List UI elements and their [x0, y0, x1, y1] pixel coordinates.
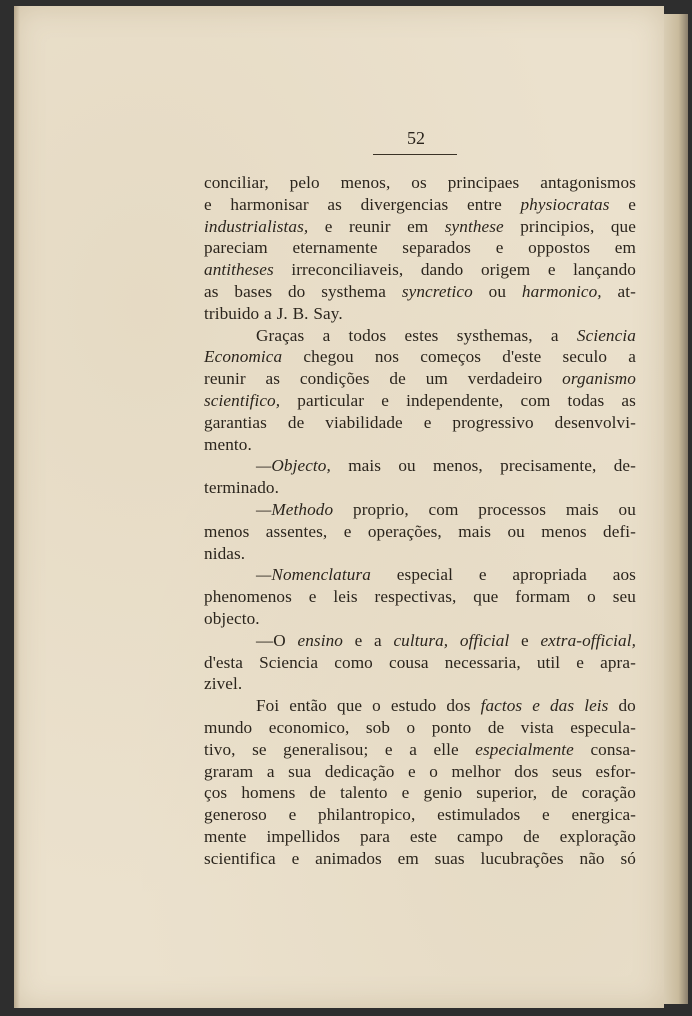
word: que	[610, 216, 636, 236]
word: dando	[420, 260, 464, 280]
word: a	[322, 325, 331, 345]
word: pelo	[289, 173, 320, 192]
word: especula-	[570, 717, 636, 737]
word: e	[521, 630, 529, 650]
word: eternamente	[292, 238, 378, 258]
text-line	[204, 564, 636, 586]
word: com	[520, 390, 551, 410]
word: Say.	[313, 303, 343, 323]
word: Graças	[256, 325, 305, 345]
word: em	[614, 238, 636, 258]
word: e	[495, 238, 504, 258]
word: extra-official,	[540, 630, 636, 650]
word: —O	[256, 630, 286, 650]
word: elle	[433, 739, 459, 759]
word: Sciencia	[259, 652, 319, 672]
word: especial	[396, 565, 453, 585]
word: dedicação	[324, 761, 395, 781]
word: scientifico,	[204, 390, 281, 410]
word: graram	[204, 761, 254, 781]
word: ços	[204, 783, 228, 803]
word: energica-	[571, 805, 636, 825]
word: generoso	[204, 805, 267, 825]
word: e	[288, 805, 297, 825]
word: tribuido	[204, 303, 260, 323]
word: e	[343, 521, 352, 541]
word: e	[547, 260, 556, 280]
word: ou	[507, 521, 525, 541]
text-line	[204, 543, 636, 565]
word: pareciam	[204, 238, 268, 258]
word: de	[523, 826, 540, 846]
text-line	[204, 434, 636, 456]
word: mundo	[204, 717, 253, 737]
word: e	[478, 565, 487, 585]
word: as	[327, 194, 342, 214]
word: verdadeiro	[467, 369, 543, 389]
word: talento	[340, 783, 388, 803]
word: official	[459, 630, 510, 650]
word: irreconciliaveis,	[291, 260, 404, 280]
text-line	[204, 586, 636, 608]
word: respectivas,	[374, 587, 457, 607]
word: operações,	[367, 521, 442, 541]
text-line	[204, 652, 636, 674]
word: scientifica	[204, 848, 276, 868]
word: lucubrações	[480, 848, 564, 868]
word: e	[204, 194, 212, 214]
word: leis	[584, 696, 609, 716]
word: as	[265, 369, 281, 389]
text-line	[204, 325, 636, 347]
text-line	[204, 259, 636, 281]
word: antitheses	[204, 260, 274, 280]
word: principios,	[520, 216, 595, 236]
word: estudo	[390, 696, 437, 716]
word: genio	[423, 783, 463, 803]
text-line	[204, 761, 636, 783]
word: exploração	[559, 826, 636, 846]
word: phenomenos	[204, 587, 292, 607]
word: particular	[297, 390, 365, 410]
word: principaes	[447, 173, 520, 192]
word: todas	[567, 390, 605, 410]
text-line	[204, 826, 636, 848]
word: coração	[581, 783, 636, 803]
page-number: 52	[407, 128, 425, 148]
text-line	[204, 848, 636, 870]
text-line	[204, 281, 636, 303]
word: mais	[458, 521, 492, 541]
word: J.	[276, 303, 288, 323]
text-line	[204, 499, 636, 521]
word: a	[264, 303, 272, 323]
word: progressivo	[452, 412, 534, 432]
word: o	[429, 761, 438, 781]
word: os	[411, 173, 427, 192]
word: impellidos	[266, 826, 341, 846]
word: —Methodo	[256, 499, 334, 519]
word: melhor	[451, 761, 501, 781]
text-line	[204, 455, 636, 477]
word: at-	[617, 281, 636, 301]
word: não	[579, 848, 605, 868]
word: superior,	[476, 783, 538, 803]
word: objecto.	[204, 608, 260, 628]
word: terminado.	[204, 478, 279, 498]
word: a	[409, 739, 417, 759]
word: cousa	[388, 652, 429, 672]
text-line	[204, 390, 636, 412]
text-line	[204, 630, 636, 652]
word: a	[374, 630, 382, 650]
word: necessaria,	[444, 652, 521, 672]
word: as	[621, 390, 636, 410]
word: se	[252, 739, 267, 759]
word: ensino	[297, 630, 343, 650]
word: industrialistas,	[204, 216, 309, 236]
word: do	[618, 696, 636, 716]
word: conciliar,	[204, 173, 269, 192]
word: zivel.	[204, 674, 243, 694]
word: que	[473, 587, 499, 607]
word: divergencias	[360, 194, 449, 214]
word: homens	[241, 783, 296, 803]
page-gutter	[14, 6, 20, 1008]
word: a	[266, 761, 275, 781]
word: especialmente	[475, 739, 574, 759]
word: para	[359, 826, 390, 846]
word: sua	[288, 761, 312, 781]
word: seu	[612, 587, 636, 607]
word: seculo	[562, 347, 608, 367]
word: condições	[299, 369, 370, 389]
word: e	[291, 848, 300, 868]
word: um	[425, 369, 448, 389]
word: a	[550, 325, 559, 345]
word: aos	[612, 565, 636, 585]
text-line	[204, 172, 636, 194]
text-line	[204, 782, 636, 804]
word: ou	[488, 281, 507, 301]
word: do	[287, 281, 306, 301]
word: só	[620, 848, 636, 868]
word: dos	[446, 696, 471, 716]
text-line	[204, 303, 636, 325]
word: de-	[613, 456, 636, 476]
word: apra-	[600, 652, 636, 672]
word: bases	[234, 281, 273, 301]
word: seus	[552, 761, 583, 781]
word: e	[324, 216, 333, 236]
text-line	[204, 608, 636, 630]
word: e	[407, 761, 416, 781]
word: e	[542, 805, 550, 825]
word: com	[428, 499, 459, 519]
text-line	[204, 412, 636, 434]
word: d'esta	[204, 652, 244, 672]
word: processos	[478, 499, 547, 519]
word: mais	[348, 456, 382, 476]
text-line	[204, 216, 636, 238]
word: de	[287, 412, 305, 432]
word: organismo	[562, 369, 636, 389]
text-line	[204, 194, 636, 216]
word: garantias	[204, 412, 267, 432]
text-line	[204, 237, 636, 259]
word: precisamente,	[500, 456, 597, 476]
word: e	[384, 739, 393, 759]
word: dos	[514, 761, 539, 781]
word: campo	[456, 826, 504, 846]
word: physiocratas	[520, 194, 610, 214]
word: —Objecto,	[256, 456, 331, 476]
word: estes	[404, 325, 439, 345]
word: philantropico,	[318, 805, 416, 825]
word: mente	[204, 826, 247, 846]
word: Economica	[204, 347, 283, 367]
word: ponto	[431, 717, 472, 737]
word: synthese	[444, 216, 504, 236]
word: systhema	[321, 281, 386, 301]
word: cultura,	[393, 630, 449, 650]
word: animados	[315, 848, 382, 868]
word: proprio,	[353, 499, 409, 519]
word: lançando	[573, 260, 636, 280]
word: nos	[374, 347, 400, 367]
word: leis	[333, 587, 358, 607]
word: e	[423, 412, 432, 432]
word: chegou	[303, 347, 354, 367]
word: e	[354, 630, 363, 650]
word: antagonismos	[540, 173, 636, 192]
word: reunir	[204, 369, 246, 389]
word: de	[309, 783, 326, 803]
text-line	[204, 368, 636, 390]
word: d'este	[502, 347, 542, 367]
word: esfor-	[595, 761, 636, 781]
word: oppostos	[528, 238, 591, 258]
word: nidas.	[204, 543, 246, 563]
word: estimulados	[437, 805, 521, 825]
word: as	[204, 281, 219, 301]
text-line	[204, 804, 636, 826]
word: então	[289, 696, 327, 716]
word: o	[406, 717, 416, 737]
word: factos	[480, 696, 523, 716]
word: começos	[420, 347, 482, 367]
word: economico,	[268, 717, 350, 737]
word: em	[407, 216, 429, 236]
word: vista	[520, 717, 554, 737]
word: e	[576, 652, 585, 672]
word: defi-	[603, 521, 636, 541]
word: menos,	[340, 173, 391, 192]
word: e	[381, 390, 389, 410]
word: —Nomenclatura	[256, 565, 371, 585]
word: o	[372, 696, 381, 716]
page-stack-edge	[664, 14, 688, 1004]
word: que	[337, 696, 363, 716]
text-line	[204, 695, 636, 717]
word: util	[536, 652, 561, 672]
word: este	[409, 826, 437, 846]
word: e	[532, 696, 540, 716]
word: e	[628, 194, 636, 214]
word: syncretico	[401, 281, 473, 301]
word: separados	[402, 238, 471, 258]
word: e	[401, 783, 410, 803]
word: Foi	[256, 696, 280, 716]
word: de	[389, 369, 406, 389]
word: Sciencia	[576, 325, 636, 345]
word: desenvolvi-	[554, 412, 636, 432]
word: consa-	[590, 739, 636, 759]
text-line	[204, 521, 636, 543]
word: ou	[618, 499, 636, 519]
text-line	[204, 739, 636, 761]
word: harmonisar	[230, 194, 309, 214]
text-line	[204, 717, 636, 739]
word: apropriada	[512, 565, 587, 585]
word: e	[308, 587, 317, 607]
text-line	[204, 346, 636, 368]
text-line	[204, 673, 636, 695]
word: tivo,	[204, 739, 236, 759]
body-text	[204, 172, 636, 870]
word: menos	[204, 521, 250, 541]
word: viabilidade	[325, 412, 403, 432]
word: o	[587, 587, 596, 607]
word: entre	[466, 194, 502, 214]
text-line	[204, 477, 636, 499]
header-rule	[373, 154, 457, 155]
word: generalisou;	[283, 739, 369, 759]
word: origem	[480, 260, 531, 280]
word: mento.	[204, 434, 252, 454]
word: systhemas,	[456, 325, 533, 345]
word: formam	[515, 587, 571, 607]
word: de	[487, 717, 505, 737]
word: mais	[565, 499, 599, 519]
word: das	[549, 696, 575, 716]
word: ou	[398, 456, 416, 476]
word: suas	[434, 848, 465, 868]
word: menos,	[433, 456, 483, 476]
word: todos	[348, 325, 387, 345]
word: em	[397, 848, 419, 868]
word: reunir	[348, 216, 391, 236]
word: de	[551, 783, 568, 803]
word: harmonico,	[521, 281, 602, 301]
word: sob	[365, 717, 391, 737]
word: B.	[292, 303, 309, 323]
word: assentes,	[265, 521, 328, 541]
word: a	[628, 347, 636, 367]
word: como	[334, 652, 373, 672]
word: independente,	[406, 390, 504, 410]
word: menos	[541, 521, 587, 541]
